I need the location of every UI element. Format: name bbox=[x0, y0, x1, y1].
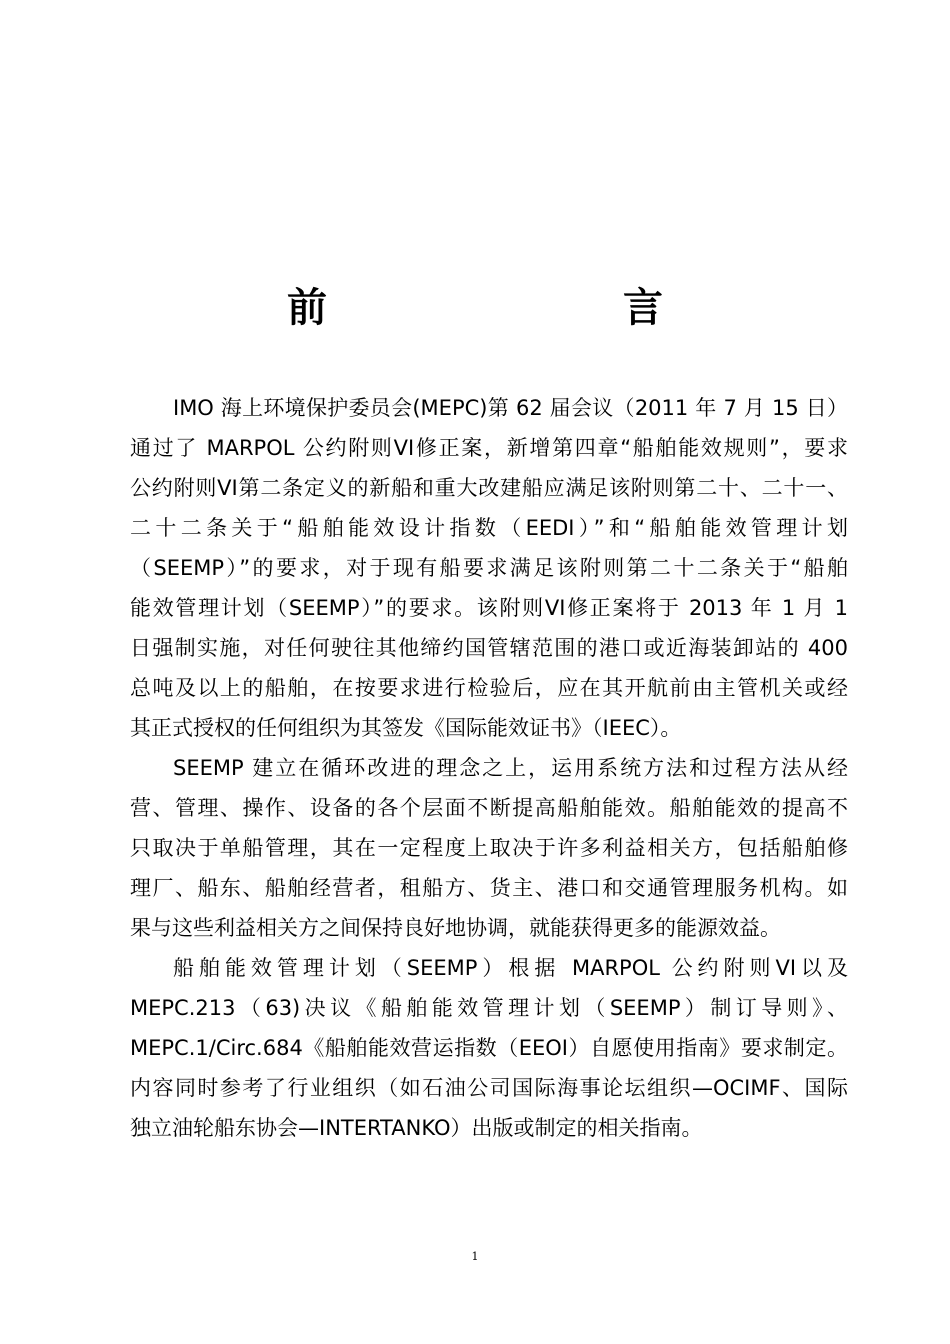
paragraph-line: 二十二条关于“船舶能效设计指数（EEDI）”和“船舶能效管理计划 bbox=[130, 516, 848, 540]
body-text bbox=[130, 388, 848, 1148]
paragraph-line: 通过了 MARPOL 公约附则VI修正案，新增第四章“船舶能效规则”，要求 bbox=[130, 436, 848, 460]
page-title: 前 言 bbox=[287, 285, 735, 331]
paragraph-line: 独立油轮船东协会—INTERTANKO）出版或制定的相关指南。 bbox=[130, 1116, 703, 1140]
paragraph-line: 只取决于单船管理，其在一定程度上取决于许多利益相关方，包括船舶修 bbox=[130, 836, 848, 860]
paragraph-line: （SEEMP）”的要求，对于现有船要求满足该附则第二十二条关于“船舶 bbox=[130, 556, 848, 580]
paragraph-line: SEEMP 建立在循环改进的理念之上，运用系统方法和过程方法从经 bbox=[173, 756, 848, 780]
paragraph-line: 内容同时参考了行业组织（如石油公司国际海事论坛组织—OCIMF、国际 bbox=[130, 1076, 848, 1100]
paragraph-3 bbox=[130, 948, 848, 1148]
paragraph-line: 公约附则VI第二条定义的新船和重大改建船应满足该附则第二十、二十一、 bbox=[130, 476, 848, 500]
paragraph-line: 营、管理、操作、设备的各个层面不断提高船舶能效。船舶能效的提高不 bbox=[130, 796, 848, 820]
paragraph-2 bbox=[130, 748, 848, 948]
paragraph-line: IMO 海上环境保护委员会(MEPC)第 62 届会议（2011 年 7 月 15 日） bbox=[173, 396, 848, 420]
paragraph-line: MEPC.213（63)决议《船舶能效管理计划（SEEMP）制订导则》、 bbox=[130, 996, 848, 1020]
paragraph-line: 其正式授权的任何组织为其签发《国际能效证书》（IEEC）。 bbox=[130, 716, 682, 740]
paragraph-line: 能效管理计划（SEEMP）”的要求。该附则VI修正案将于 2013 年 1 月 1 bbox=[130, 596, 848, 620]
paragraph-1 bbox=[130, 388, 848, 748]
paragraph-line: 理厂、船东、船舶经营者，租船方、货主、港口和交通管理服务机构。如 bbox=[130, 876, 848, 900]
paragraph-line: 日强制实施，对任何驶往其他缔约国管辖范围的港口或近海装卸站的 400 bbox=[130, 636, 848, 660]
page-number: 1 bbox=[471, 1250, 479, 1263]
paragraph-line: 总吨及以上的船舶，在按要求进行检验后，应在其开航前由主管机关或经 bbox=[130, 676, 848, 700]
paragraph-line: 果与这些利益相关方之间保持良好地协调，就能获得更多的能源效益。 bbox=[130, 916, 781, 940]
paragraph-line: 船舶能效管理计划（SEEMP）根据 MARPOL 公约附则VI以及 bbox=[173, 956, 848, 980]
paragraph-line: MEPC.1/Circ.684《船舶能效营运指数（EEOI）自愿使用指南》要求制定。 bbox=[130, 1036, 848, 1060]
